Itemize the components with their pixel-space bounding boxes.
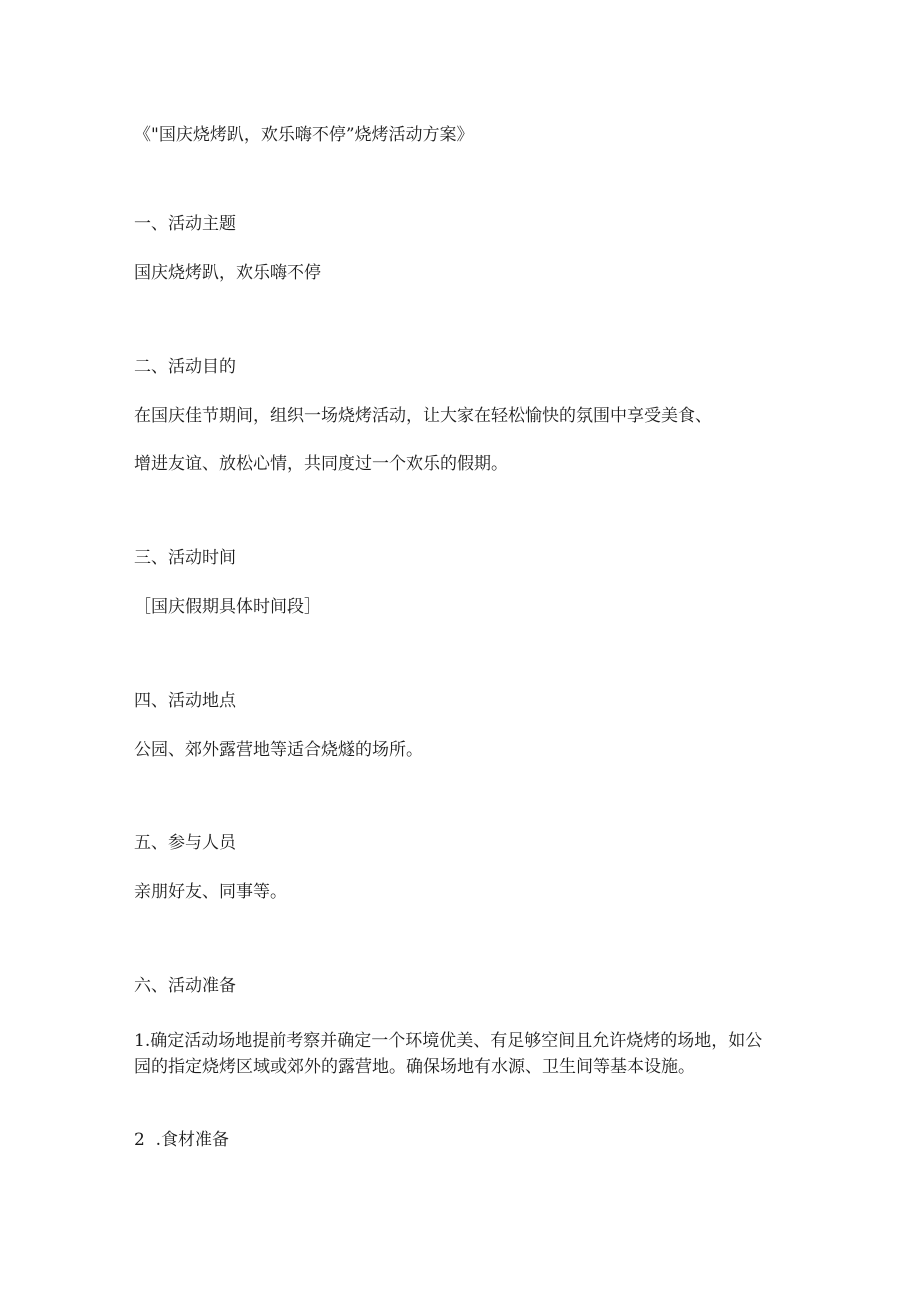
section-body-purpose-line-1: 在国庆佳节期间，组织一场烧烤活动，让大家在轻松愉快的氛围中享受美食、 <box>134 406 712 426</box>
section-heading-participants: 五、参与人员 <box>134 833 236 853</box>
section-heading-preparation: 六、活动准备 <box>134 976 236 996</box>
document-title: 《"国庆烧烤趴，欢乐嗨不停”烧烤活动方案》 <box>134 125 474 145</box>
section-heading-location: 四、活动地点 <box>134 691 236 711</box>
section-heading-purpose: 二、活动目的 <box>134 357 236 377</box>
preparation-item-2: 2 .食材准备 <box>134 1130 230 1150</box>
section-body-time: ［国庆假期具体时间段］ <box>134 597 321 617</box>
section-body-participants: 亲朋好友、同事等。 <box>134 882 287 902</box>
section-body-location: 公园、郊外露营地等适合烧燧的场所。 <box>134 740 423 760</box>
section-body-theme: 国庆烧烤趴，欢乐嗨不停 <box>134 263 321 283</box>
section-heading-theme: 一、活动主题 <box>134 214 236 234</box>
section-heading-time: 三、活动时间 <box>134 548 236 568</box>
section-body-purpose-line-2: 增进友谊、放松心情，共同度过一个欢乐的假期。 <box>134 454 508 474</box>
preparation-item-1: 1.确定活动场地提前考察并确定一个环境优美、有足够空间且允许烧烤的场地，如公园的指定烧烤区域或郊外的露营地。确保场地有水源、卫生间等基本设施。 <box>134 1031 763 1077</box>
